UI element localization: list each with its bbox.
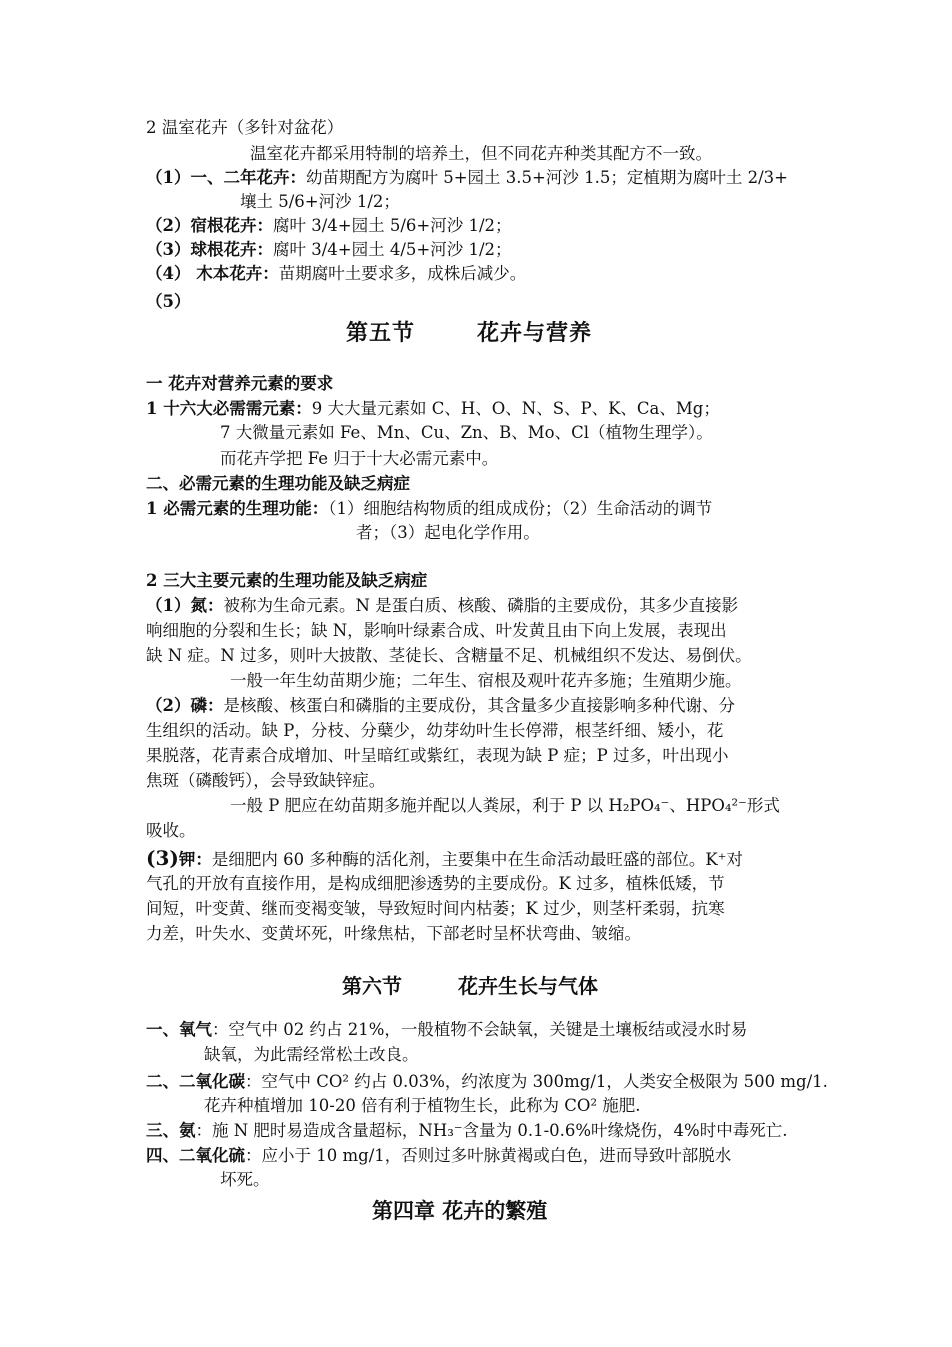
list-item	[146, 166, 788, 190]
heading-number: 第六节	[342, 974, 402, 998]
paragraph-line: 生组织的活动。缺 P，分枝、分蘖少，幼芽幼叶生长停滞，根茎纤细、矮小，花	[146, 721, 724, 740]
paragraph-line: 焦斑（磷酸钙），会导致缺锌症。	[146, 771, 386, 790]
paragraph-label: 三、氨	[146, 1121, 196, 1140]
paragraph-phosphorus	[146, 694, 735, 718]
item-label: （3）球根花卉：	[146, 240, 273, 259]
item-text: 腐叶 3/4+园土 5/6+河沙 1/2；	[272, 216, 512, 235]
paragraph-label: 二、二氧化碳	[146, 1072, 245, 1091]
paragraph-label: 1 必需元素的生理功能：	[146, 499, 329, 518]
paragraph-label: 四、二氧化硫	[146, 1146, 245, 1165]
list-item-continuation: 壤土 5/6+河沙 1/2；	[240, 192, 400, 211]
paragraph-line: 者；（3）起电化学作用。	[356, 523, 540, 542]
item-label: （2）宿根花卉：	[146, 216, 273, 235]
section-heading-5	[346, 316, 592, 347]
paragraph-text: ：施 N 肥时易造成含量超标，NH₃⁻含量为 0.1-0.6%叶缘烧伤，4%时中毒死亡.	[195, 1121, 788, 1140]
paragraph-text: ：空气中 CO² 约占 0.03%，约浓度为 300mg/1，人类安全极限为 500 mg/1.	[245, 1072, 828, 1091]
paragraph-line: 缺氧，为此需经常松土改良。	[204, 1045, 419, 1064]
paragraph-line: 气孔的开放有直接作用，是构成细肥渗透势的主要成份。K 过多，植株低矮，节	[146, 874, 725, 893]
section-heading-6	[342, 970, 598, 999]
heading-number: 第五节	[346, 320, 416, 346]
item-text: 腐叶 3/4+园土 4/5+河沙 1/2；	[272, 240, 512, 259]
paragraph-line: 响细胞的分裂和生长；缺 N，影响叶绿素合成、叶发黄且由下向上发展，表现出	[146, 621, 727, 640]
paragraph-elements	[146, 397, 720, 421]
paragraph-function	[146, 497, 712, 521]
paragraph-line: 果脱落，花青素合成增加、叶呈暗红或紫红，表现为缺 P 症；P 过多，叶出现小	[146, 746, 729, 765]
paragraph-line: 吸收。	[146, 821, 196, 840]
chapter-heading: 第四章 花卉的繁殖	[372, 1198, 548, 1223]
paragraph-line: 一般一年生幼苗期少施；二年生、宿根及观叶花卉多施；生殖期少施。	[230, 671, 742, 690]
paragraph-line: 间短，叶变黄、继而变褐变皱，导致短时间内枯萎；K 过少，则茎杆柔弱，抗寒	[146, 899, 725, 918]
paragraph-line: 缺 N 症。N 过多，则叶大披散、茎徒长、含糖量不足、机械组织不发达、易倒伏。	[146, 646, 752, 665]
heading-title: 花卉与营养	[477, 320, 593, 346]
paragraph-text: ：空气中 02 约占 21%，一般植物不会缺氧，关键是土壤板结或浸水时易	[212, 1020, 748, 1039]
paragraph-ammonia	[146, 1119, 787, 1143]
paragraph-line: 一般 P 肥应在幼苗期多施并配以人粪尿，利于 P 以 H₂PO₄⁻、HPO₄²⁻形式	[230, 796, 780, 815]
section-title-greenhouse: 2 温室花卉（多针对盆花）	[146, 118, 344, 137]
item-label: （4） 木本花卉：	[146, 264, 279, 283]
paragraph-oxygen	[146, 1018, 747, 1042]
list-item	[146, 262, 526, 286]
paragraph-line: 而花卉学把 Fe 归于十大必需元素中。	[220, 449, 499, 468]
paragraph-label: (3)	[146, 846, 179, 870]
subheading-3: 2 三大主要元素的生理功能及缺乏病症	[146, 571, 428, 590]
paragraph-intro: 温室花卉都采用特制的培养土，但不同花卉种类其配方不一致。	[250, 144, 712, 163]
paragraph-label: 一、氧气	[146, 1020, 212, 1039]
item-text: 苗期腐叶土要求多，成株后减少。	[278, 264, 527, 283]
paragraph-so2	[146, 1144, 731, 1168]
paragraph-line: 7 大微量元素如 Fe、Mn、Cu、Zn、B、Mo、Cl（植物生理学）。	[220, 423, 713, 442]
list-item	[146, 214, 512, 238]
list-item	[146, 290, 190, 314]
paragraph-potassium	[146, 846, 743, 872]
paragraph-label: （2）磷：	[146, 696, 224, 715]
paragraph-text: ：应小于 10 mg/1，否则过多叶脉黄褐或白色，进而导致叶部脱水	[245, 1146, 732, 1165]
item-label: （5）	[146, 292, 191, 311]
paragraph-label: 钾：	[178, 850, 212, 869]
paragraph-line: 力差，叶失水、变黄坏死，叶缘焦枯，下部老时呈杯状弯曲、皱缩。	[146, 924, 641, 943]
paragraph-text: 是细肥内 60 多种酶的活化剂，主要集中在生命活动最旺盛的部位。K⁺对	[211, 850, 743, 869]
list-item	[146, 238, 512, 262]
paragraph-text: 被称为生命元素。N 是蛋白质、核酸、磷脂的主要成份，其多少直接影	[223, 596, 739, 615]
subheading-2: 二、必需元素的生理功能及缺乏病症	[146, 474, 410, 493]
paragraph-text: 9 大大量元素如 C、H、O、N、S、P、K、Ca、Mg；	[311, 399, 720, 418]
paragraph-line: 花卉种植增加 10-20 倍有利于植物生长，此称为 CO² 施肥.	[204, 1096, 641, 1115]
paragraph-label: 1 十六大必需需元素：	[146, 399, 312, 418]
item-text: 幼苗期配方为腐叶 5+园土 3.5+河沙 1.5；定植期为腐叶土 2/3+	[305, 168, 788, 187]
paragraph-text: 是核酸、核蛋白和磷脂的主要成份，其含量多少直接影响多种代谢、分	[223, 696, 735, 715]
item-label: （1）一、二年花卉：	[146, 168, 306, 187]
paragraph-line: 坏死。	[220, 1170, 270, 1189]
paragraph-text: （1）细胞结构物质的组成成份；（2）生命活动的调节	[328, 499, 713, 518]
paragraph-nitrogen	[146, 594, 738, 618]
paragraph-label: （1）氮：	[146, 596, 224, 615]
subheading-1: 一 花卉对营养元素的要求	[146, 374, 334, 393]
heading-title: 花卉生长与气体	[458, 974, 598, 998]
paragraph-co2	[146, 1070, 828, 1094]
